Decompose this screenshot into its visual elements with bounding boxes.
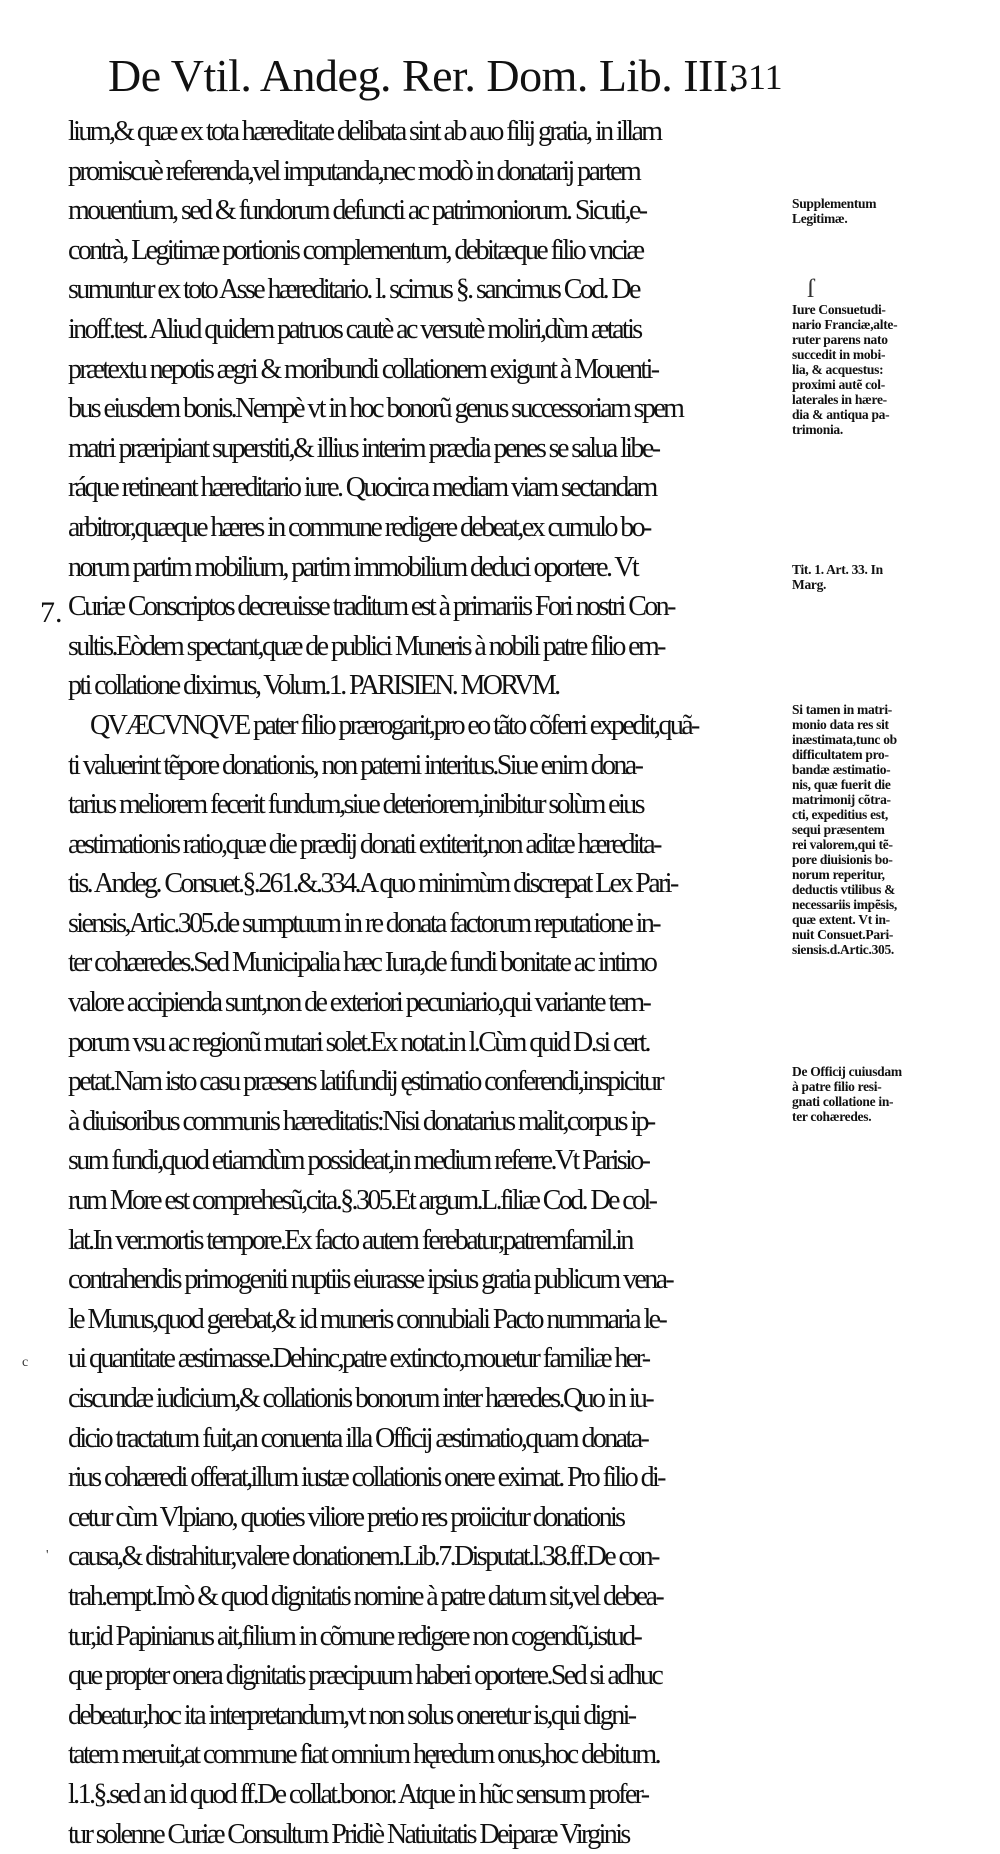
- text-line: contrahendis primogeniti nuptiis eiurasse ipsius gratia publicum vena-: [68, 1264, 673, 1296]
- text-line: matri præripiant superstiti,& illius interim prædia penes se salua libe-: [68, 432, 659, 464]
- text-line: tur,id Papinianus ait,filium in cõmune redigere non cogendũ,istud-: [68, 1620, 641, 1652]
- text-line: siensis,Artic.305.de sumptuum in re donata factorum reputatione in-: [68, 907, 659, 939]
- text-line: porum vsu ac regionũ mutari solet.Ex notat.in l.Cùm quid D.si cert.: [68, 1026, 649, 1058]
- text-line: ter cohæredes.Sed Municipalia hæc Iura,de fundi bonitate ac intimo: [68, 947, 656, 979]
- text-line: ui quantitate æstimasse.Dehinc,patre extincto,mouetur familiæ her-: [68, 1343, 649, 1375]
- section-number: 7.: [40, 596, 63, 629]
- ink-mark: ': [46, 1548, 49, 1563]
- text-line: prætextu nepotis ægri & moribundi collationem exigunt à Mouenti-: [68, 353, 658, 385]
- text-line: ráque retineant hæreditario iure. Quocirca mediam viam sectandam: [68, 472, 656, 504]
- running-title: De Vtil. Andeg. Rer. Dom. Lib. III.: [108, 50, 739, 101]
- text-line: arbitror,quæque hæres in commune redigere debeat,ex cumulo bo-: [68, 511, 650, 543]
- page-number: 311: [730, 57, 783, 97]
- text-line: mouentium, sed & fundorum defuncti ac patrimoniorum. Sicuti,e-: [68, 195, 646, 227]
- text-line: pti collatione diximus, Volum.1. PARISIEN. MORVM.: [68, 670, 559, 702]
- text-line: sum fundi,quod etiamdùm possideat,in medium referre.Vt Parisio-: [68, 1145, 649, 1177]
- text-line: dicio tractatum fuit,an conuenta illa Officij æstimatio,quam donata-: [68, 1422, 648, 1454]
- text-line: tarius meliorem fecerit fundum,siue deteriorem,inibitur solùm eius: [68, 789, 643, 821]
- text-line: norum partim mobilium, partim immobilium deduci oportere. Vt: [68, 551, 638, 583]
- text-line: valore accipienda sunt,non de exteriori pecuniario,qui variante tem-: [68, 987, 650, 1019]
- marginal-note: Iure Consuetudi- nario Franciæ,alte- ruter parens nato succedit in mobi- lia, & acquestus: proximi autẽ col- laterales in hære- dia & antiqua pa- trimonia.: [792, 302, 898, 437]
- text-line: æstimationis ratio,quæ die prædij donati extiterit,non aditæ hæredita-: [68, 828, 660, 860]
- text-line: contrà, Legitimæ portionis complementum, debitæque filio vnciæ: [68, 234, 643, 266]
- text-line: bus eiusdem bonis.Nempè vt in hoc bonorũ genus successoriam spem: [68, 393, 683, 425]
- text-line: rum More est comprehesũ,cita.§.305.Et argum.L.filiæ Cod. De col-: [68, 1185, 656, 1217]
- text-line: tatem meruit,at commune fiat omnium hęredum onus,hoc debitum.: [68, 1739, 660, 1771]
- text-line: sumuntur ex toto Asse hæreditario. l. scimus §. sancimus Cod. De: [68, 274, 639, 306]
- marginal-note: De Officij cuiusdam à patre filio resi- gnati collatione in- ter cohæredes.: [792, 1064, 902, 1124]
- marginal-note: Si tamen in matri- monio data res sit inæstimata,tunc ob difficultatem pro- bandæ æstimatio- nis, quæ fuerit die matrimonij cõtra- cti, expeditius est, sequi præsentem rei valorem,qui tẽ- pore diuisionis bo- norum reperitur, deductis vtilibus & necessariis impẽsis, quæ extent. Vt in- nuit Consuet.Pari- siensis.d.Artic.305.: [792, 702, 897, 957]
- text-line: à diuisoribus communis hæreditatis:Nisi donatarius malit,corpus ip-: [68, 1105, 654, 1137]
- text-line: promiscuè referenda,vel imputanda,nec modò in donatarij partem: [68, 155, 640, 187]
- text-line: le Munus,quod gerebat,& id muneris connubiali Pacto nummaria le-: [68, 1303, 666, 1335]
- text-line: Curiæ Conscriptos decreuisse traditum est à primariis Fori nostri Con-: [68, 591, 674, 623]
- text-line: lium,& quæ ex tota hæreditate delibata sint ab auo filij gratia, in illam: [68, 116, 661, 147]
- text-line: QVÆCVNQVE pater filio prærogarit,pro eo tãto cõferri expedit,quã-: [90, 709, 698, 741]
- text-line: ciscundæ iudicium,& collationis bonorum inter hæredes.Quo in iu-: [68, 1383, 653, 1414]
- text-line: sultis.Eòdem spectant,quæ de publici Muneris à nobili patre filio em-: [68, 630, 664, 662]
- text-line: inoff.test. Aliud quidem patruos cautè ac versutè moliri,dùm ætatis: [68, 313, 641, 345]
- text-line: ti valuerint tẽpore donationis, non paterni interitus.Siue enim dona-: [68, 749, 642, 781]
- text-line: cetur cùm Vlpiano, quoties viliore pretio res proiicitur donationis: [68, 1501, 624, 1533]
- ink-mark: ſ: [807, 274, 815, 303]
- text-line: tur solenne Curiæ Consultum Pridiè Natiuitatis Deiparæ Virginis: [68, 1818, 629, 1850]
- text-line: causa,& distrahitur,valere donationem.Lib.7.Disputat.l.38.ff.De con-: [68, 1541, 658, 1573]
- main-text-block: [68, 112, 788, 1854]
- marginal-note: Supplementum Legitimæ.: [792, 196, 877, 226]
- ink-mark: c: [22, 1355, 29, 1370]
- text-line: que propter onera dignitatis præcipuum haberi oportere.Sed si adhuc: [68, 1660, 662, 1692]
- text-line: tis. Andeg. Consuet.§.261.&.334.A quo minimùm discrepat Lex Pari-: [68, 868, 677, 900]
- text-line: trah.empt.Imò & quod dignitatis nomine à patre datum sit,vel debea-: [68, 1580, 663, 1612]
- text-line: petat.Nam isto casu præsens latifundij ęstimatio conferendi,inspicitur: [68, 1066, 663, 1098]
- text-line: lat.In ver.mortis tempore.Ex facto autem ferebatur,patremfamil.in: [68, 1224, 632, 1256]
- text-line: l.1.§.sed an id quod ff.De collat.bonor. Atque in hũc sensum profer-: [68, 1778, 648, 1810]
- text-line: debeatur,hoc ita interpretandum,vt non solus oneretur is,qui digni-: [68, 1699, 635, 1731]
- text-line: rius cohæredi offerat,illum iustæ collationis onere eximat. Pro filio di-: [68, 1462, 664, 1494]
- marginal-note: Tit. 1. Art. 33. In Marg.: [792, 562, 883, 592]
